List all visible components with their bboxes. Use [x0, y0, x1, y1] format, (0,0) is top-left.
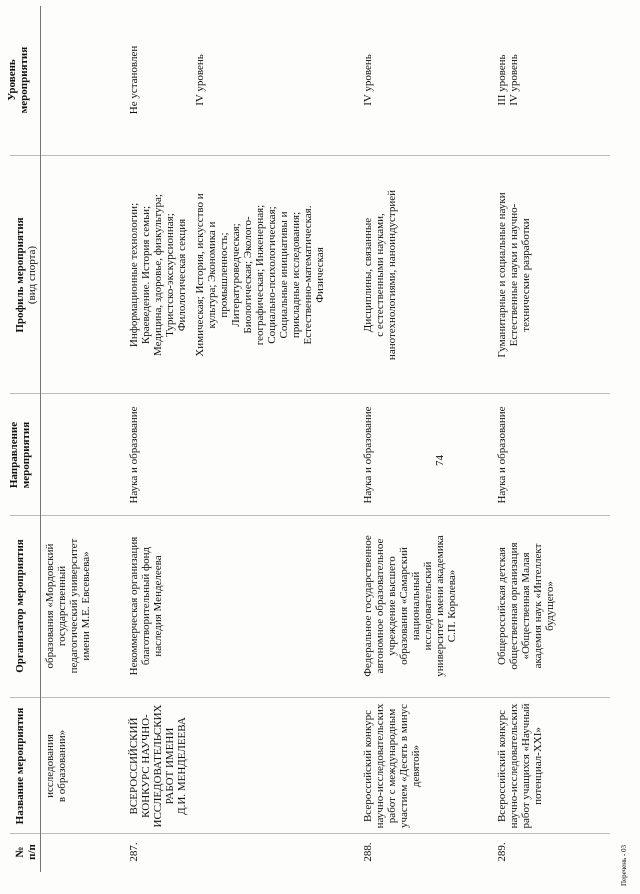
- text-line: III уровень: [496, 54, 508, 106]
- text-line: наследия Менделеева: [152, 555, 164, 657]
- text-line: будущего»: [544, 581, 556, 631]
- row-number: 289.: [496, 842, 508, 862]
- text-line: РАБОТ ИМЕНИ: [164, 727, 176, 805]
- text-line: Федеральное государственное: [362, 535, 374, 677]
- header-number-line: №: [14, 846, 26, 858]
- text-line: академия наук «Интеллект: [532, 543, 544, 669]
- row-name: [44, 700, 68, 832]
- row-level: [362, 6, 374, 154]
- row-profile: [128, 158, 326, 392]
- text-line: Всероссийский конкурс: [496, 709, 508, 823]
- text-line: IV уровень: [508, 54, 520, 106]
- text-line: промышленность;: [218, 232, 230, 318]
- header-profile-line: (вид спорта): [26, 245, 38, 305]
- text-line: Химическая; История, искусство и: [194, 193, 206, 357]
- text-line: работ с международным: [386, 708, 398, 824]
- text-line: Медицина, здоровье, физкультура;: [152, 194, 164, 356]
- text-line: Естественные науки и научно-: [508, 203, 520, 347]
- text-line: Литературоведческая;: [230, 223, 242, 327]
- header-organizer: Организатор мероприятия: [14, 539, 26, 673]
- text-line: технические разработки: [520, 218, 532, 332]
- row-profile: [362, 158, 398, 392]
- text-line: Информационные технологии;: [128, 202, 140, 348]
- header-direction-line: мероприятия: [20, 421, 32, 489]
- text-line: Гуманитарные и социальные науки: [496, 192, 508, 358]
- row-profile: [496, 158, 532, 392]
- header-name: Название мероприятия: [14, 707, 26, 825]
- text-line: [164, 6, 176, 154]
- row-organizer: [44, 518, 92, 694]
- text-line: географическая; Инженерная;: [254, 204, 266, 346]
- text-line: с естественными науками,: [374, 213, 386, 337]
- header-level-line: мероприятия: [18, 46, 30, 114]
- text-line: Некоммерческая организация: [128, 536, 140, 676]
- text-line: образования «Самарский: [398, 547, 410, 665]
- page-number: 74: [434, 455, 446, 466]
- row-organizer: [496, 518, 556, 694]
- text-line: учреждение высшего: [386, 556, 398, 656]
- text-line: Социально-психологическая;: [266, 206, 278, 344]
- text-line: Филологическая секция: [176, 218, 188, 332]
- text-line: в образовании»: [56, 729, 68, 803]
- text-line: исследования: [44, 734, 56, 798]
- text-line: КОНКУРС НАУЧНО-: [140, 714, 152, 818]
- header-separator: [40, 6, 41, 872]
- text-line: ИССЛЕДОВАТЕЛЬСКИХ: [152, 704, 164, 828]
- text-line: национальный: [410, 571, 422, 641]
- header-number: [14, 836, 38, 868]
- text-line: «Общественная Малая: [520, 552, 532, 660]
- text-line: научно-исследовательских: [508, 703, 520, 829]
- header-level-line: Уровень: [6, 59, 18, 101]
- row-direction: Наука и образование: [128, 406, 140, 504]
- text-line: Общероссийская детская: [496, 547, 508, 665]
- text-line: Всероссийский конкурс: [362, 709, 374, 823]
- header-profile-line: Профиль мероприятия: [14, 217, 26, 333]
- column-divider: [10, 155, 610, 156]
- row-direction: Наука и образование: [362, 406, 374, 504]
- text-line: [152, 6, 164, 154]
- text-line: культура; Экономика и: [206, 221, 218, 329]
- text-line: педагогический университет: [68, 538, 80, 674]
- row-direction: Наука и образование: [496, 406, 508, 504]
- text-line: университет имени академика: [434, 535, 446, 677]
- text-line: [176, 6, 188, 154]
- column-divider: [10, 515, 610, 516]
- text-line: научно-исследовательских: [374, 703, 386, 829]
- text-line: Д.И. МЕНДЕЛЕЕВА: [176, 717, 188, 815]
- row-name: [128, 700, 188, 832]
- text-line: Дисциплины, связанные: [362, 217, 374, 333]
- text-line: образования «Мордовский: [44, 543, 56, 669]
- column-divider: [10, 697, 610, 698]
- text-line: IV уровень: [362, 54, 374, 106]
- row-level: [496, 6, 520, 154]
- row-level: [128, 6, 206, 154]
- row-name: [496, 700, 544, 832]
- text-line: Естественно-математическая.: [302, 205, 314, 345]
- text-line: общественная организация: [508, 542, 520, 670]
- header-level: [6, 6, 30, 154]
- row-name: [362, 700, 422, 832]
- text-line: автономное образовательное: [374, 538, 386, 674]
- text-line: исследовательский: [422, 561, 434, 651]
- row-number: 287.: [128, 842, 140, 862]
- text-line: Физическая: [314, 247, 326, 303]
- text-line: Туристско-экскурсионная;: [164, 213, 176, 337]
- header-number-line: п/п: [26, 844, 38, 860]
- row-organizer: [128, 518, 164, 694]
- text-line: потенциал-XXI»: [532, 727, 544, 805]
- text-line: С.П. Королева»: [446, 569, 458, 643]
- header-direction: [8, 396, 32, 514]
- text-line: девятой»: [410, 744, 422, 788]
- text-line: прикладные исследования;: [290, 211, 302, 339]
- text-line: работ учащихся «Научный: [520, 703, 532, 829]
- text-line: имени М.Е. Евсевьева»: [80, 551, 92, 661]
- text-line: государственный: [56, 565, 68, 647]
- text-line: Биологическая; Эколого-: [242, 216, 254, 334]
- text-line: ВСЕРОССИЙСКИЙ: [128, 717, 140, 815]
- text-line: IV уровень: [194, 54, 206, 106]
- column-divider: [10, 393, 610, 394]
- text-line: Социальные инициативы и: [278, 211, 290, 339]
- row-number: 288.: [362, 842, 374, 862]
- header-profile: [14, 158, 38, 392]
- text-line: Краеведение. История семьи;: [140, 205, 152, 345]
- row-organizer: [362, 518, 458, 694]
- column-divider: [10, 833, 610, 834]
- text-line: Не установлен: [128, 45, 140, 115]
- text-line: благотворительный фонд: [140, 546, 152, 666]
- text-line: участием «Десять в минус: [398, 704, 410, 828]
- page-footer: Перечень - 03: [620, 845, 628, 886]
- text-line: нанотехнологиями, наноиндустрией: [386, 189, 398, 361]
- header-direction-line: Направление: [8, 421, 20, 489]
- text-line: [140, 6, 152, 154]
